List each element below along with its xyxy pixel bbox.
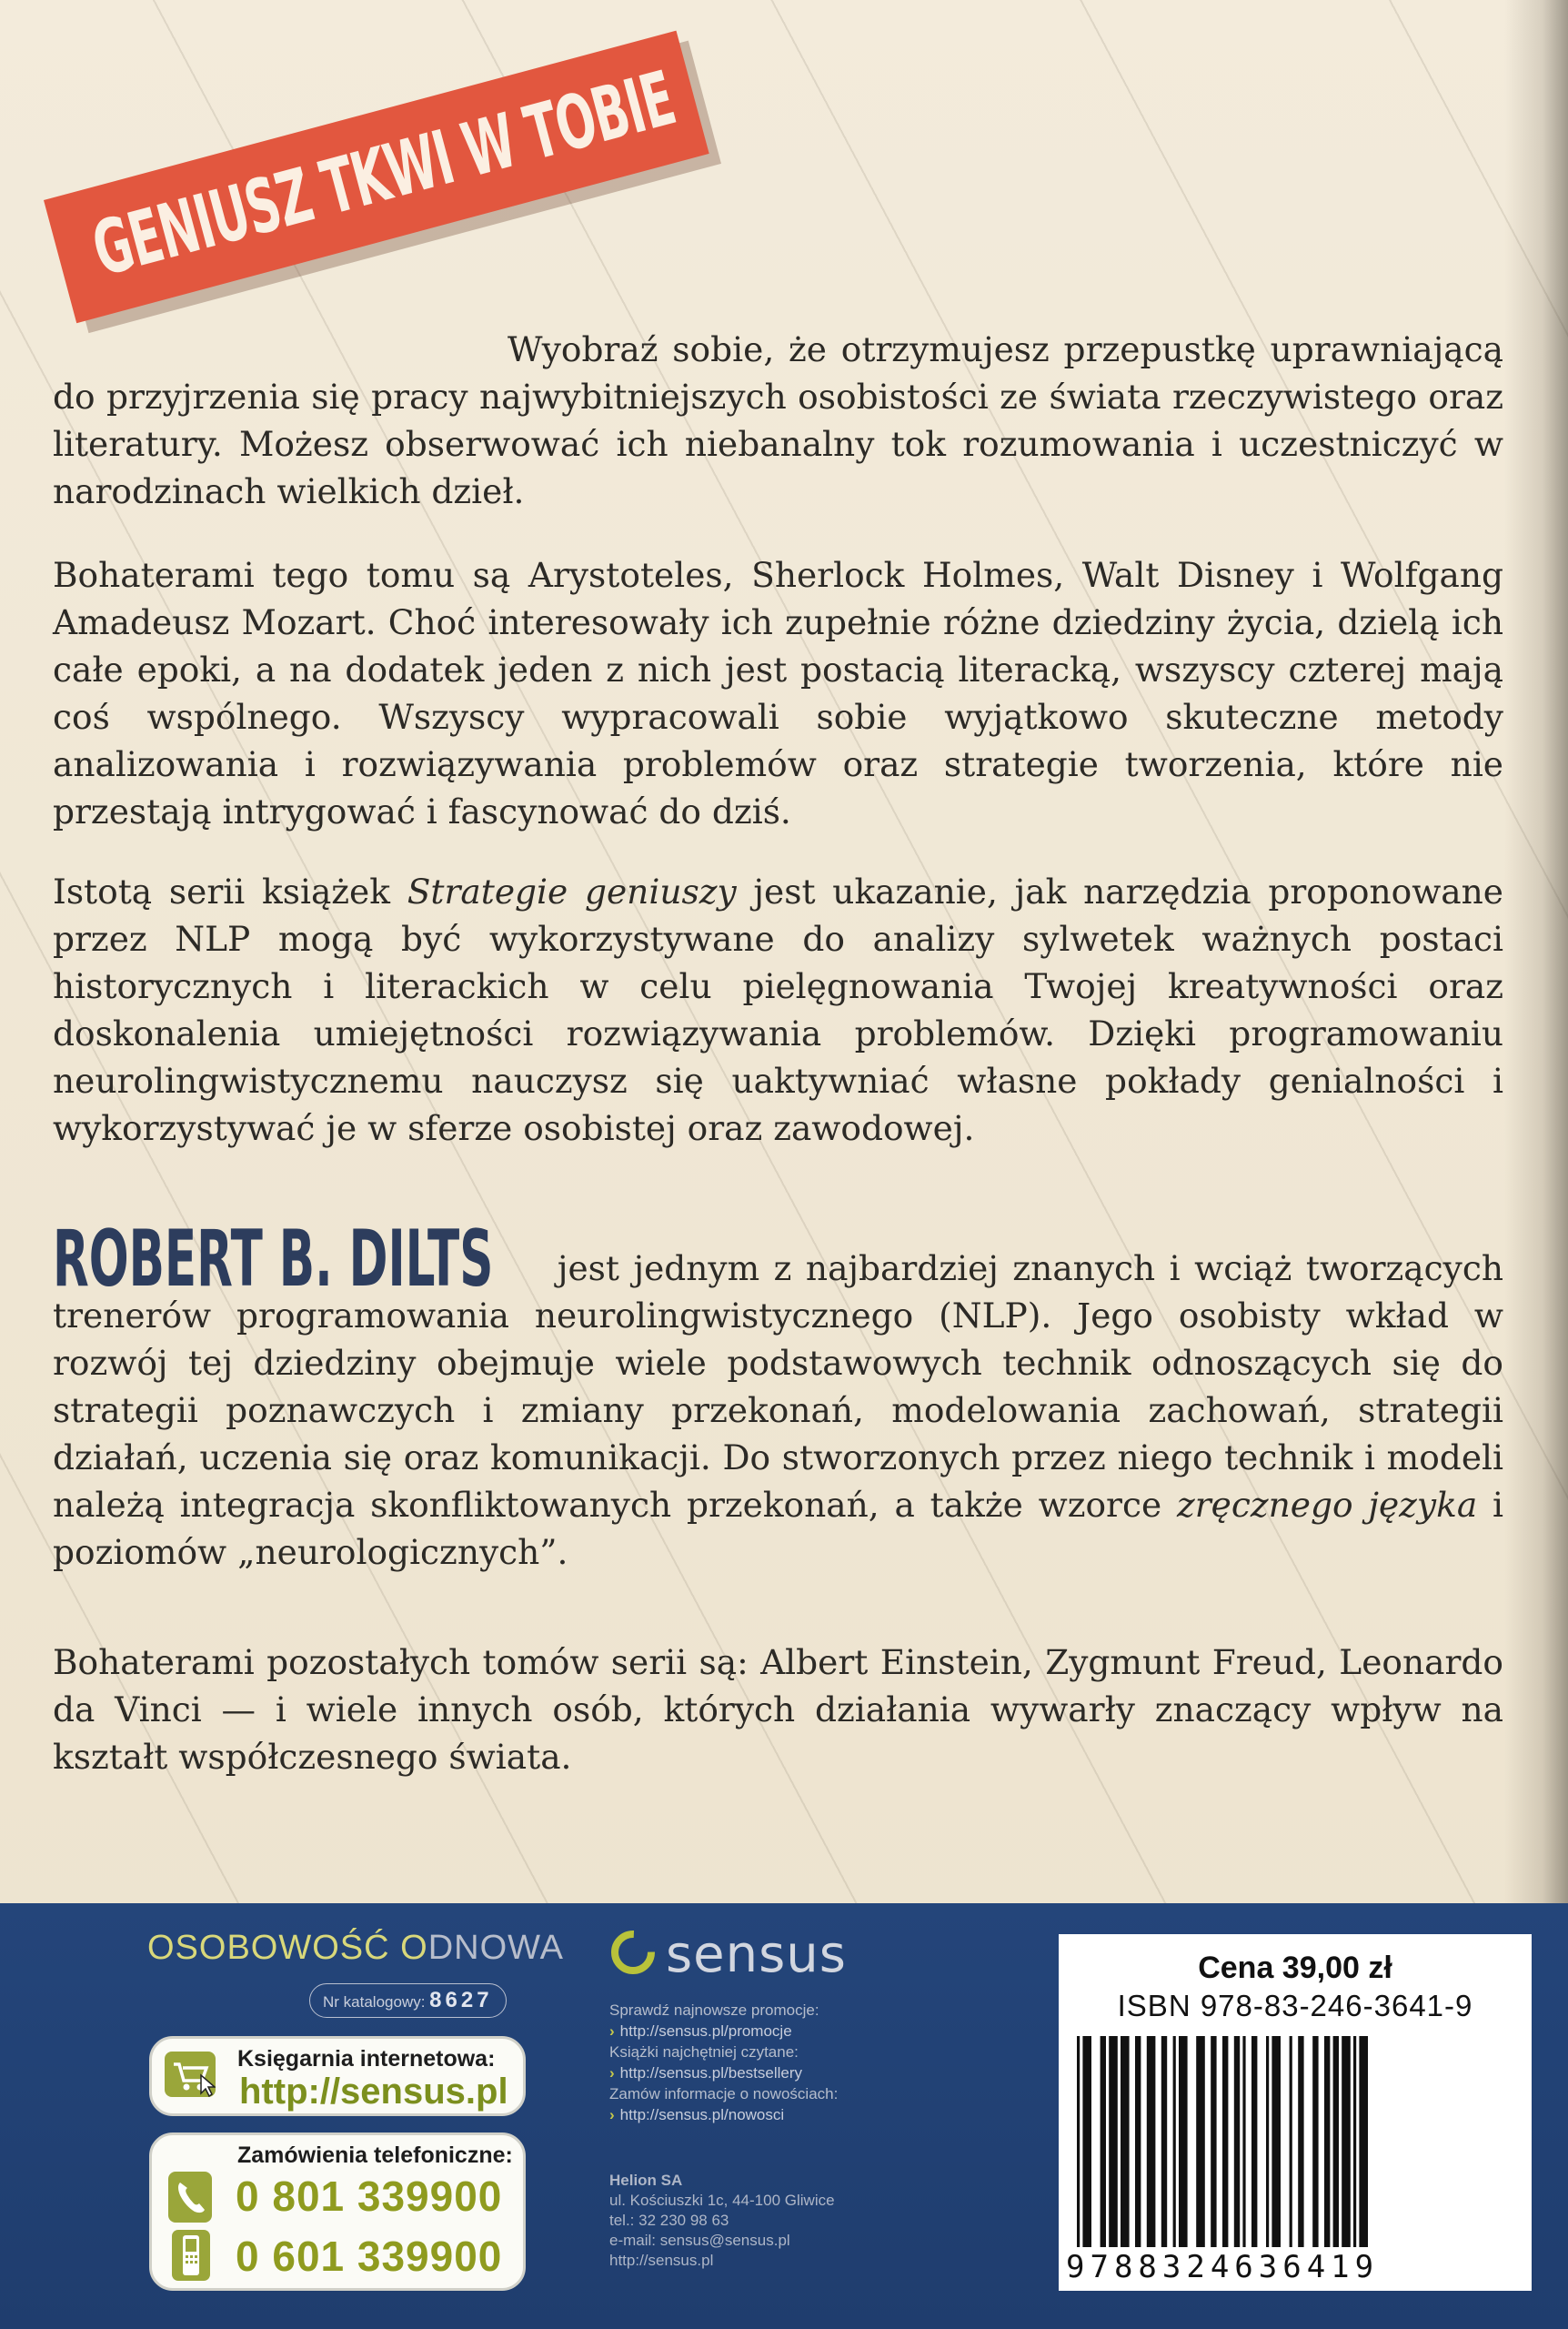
bestsellers-url[interactable]: http://sensus.pl/bestsellery: [619, 2064, 802, 2082]
bullet-icon: ›: [609, 2022, 615, 2040]
news-label: Zamów informacje o nowościach:: [609, 2085, 839, 2102]
publisher-links: [609, 2000, 991, 2125]
barcode-bar: [1082, 2036, 1091, 2247]
telephone: tel.: 32 230 98 63: [609, 2212, 729, 2229]
barcode-bar: [1211, 2036, 1216, 2247]
cart-icon: [165, 2052, 216, 2097]
bullet-icon: ›: [609, 2106, 615, 2123]
barcode-bar: [1147, 2036, 1156, 2247]
intro-paragraph: Wyobraź sobie, że otrzymujesz przepustkę uprawniającą do przyjrzenia się pracy najwybitniejszych osobistości ze świata rzeczywistego oraz literatury. Możesz obserwować ich niebanalny tok rozumowania i uczestniczyć w narodzinach wielkich dzieł.: [53, 329, 1503, 511]
barcode-bar: [1324, 2036, 1330, 2247]
online-store-url: http://sensus.pl: [239, 2072, 508, 2112]
promo-label: Sprawdź najnowsze promocje:: [609, 2001, 819, 2019]
bestsellers-link[interactable]: [609, 2062, 991, 2083]
barcode-bar: [1290, 2036, 1292, 2247]
barcode-bar: [1271, 2036, 1281, 2247]
barcode-bar: [1353, 2036, 1356, 2247]
bestsellers-label: Książki najchętniej czytane:: [609, 2043, 799, 2061]
series-brand-b: DNOWA: [427, 1929, 564, 1967]
sensus-logo-mark: [609, 1929, 657, 1976]
series-paragraph: [53, 868, 1503, 1152]
online-store-label: Księgarnia internetowa:: [237, 2046, 496, 2072]
promo-url[interactable]: http://sensus.pl/promocje: [619, 2022, 792, 2040]
series-brand: [147, 1929, 564, 1968]
catalog-number: 8627: [429, 1988, 493, 2012]
phone-icon: [168, 2172, 212, 2223]
catalog-label: Nr katalogowy:: [323, 1993, 426, 2011]
author-bio-italic: zręcznego języka: [1176, 1485, 1478, 1525]
website: http://sensus.pl: [609, 2252, 714, 2269]
author-paragraph: [53, 1214, 1503, 1576]
series-text-b: jest ukazanie, jak narzędzia proponowane przez NLP mogą być wykorzystywane do analizy sylwetek ważnych postaci historycznych i literackich w celu pielęgnowania Twojej kreatywności oraz doskonalenia umiejętności rozwiązywania problemów. Dzięki programowaniu neurolingwistycznemu nauczysz się uaktywniać własne pokłady genialności i wykorzystywać je w sferze osobistej oraz zawodowej.: [53, 872, 1503, 1148]
barcode-bar: [1312, 2036, 1318, 2247]
author-name: ROBERT B. DILTS: [53, 1214, 494, 1305]
phone-number-landline: 0 801 339900: [236, 2173, 503, 2220]
email: e-mail: sensus@sensus.pl: [609, 2232, 790, 2249]
bullet-icon: ›: [609, 2064, 615, 2082]
barcode-bar: [1242, 2036, 1245, 2247]
barcode-bar: [1359, 2036, 1368, 2247]
barcode-bar: [1251, 2036, 1257, 2247]
barcode-bar: [1333, 2036, 1339, 2247]
phone-orders-box: [149, 2132, 526, 2291]
street-address: ul. Kościuszki 1c, 44-100 Gliwice: [609, 2192, 835, 2209]
barcode-bar: [1342, 2036, 1351, 2247]
price-label: Cena 39,00 zł: [1198, 1951, 1392, 1985]
mobile-phone-icon: [172, 2230, 210, 2281]
barcode-bar: [1234, 2036, 1240, 2247]
isbn-label: ISBN 978-83-246-3641-9: [1117, 1989, 1473, 2022]
banner-title: GENIUSZ TKWI W TOBIE: [84, 55, 683, 294]
barcode: [1073, 2036, 1517, 2247]
series-title: Strategie geniuszy: [407, 872, 737, 912]
news-url[interactable]: http://sensus.pl/nowosci: [619, 2106, 785, 2123]
barcode-bar: [1077, 2036, 1080, 2247]
barcode-bar: [1121, 2036, 1130, 2247]
barcode-bar: [1173, 2036, 1176, 2247]
barcode-bar: [1222, 2036, 1228, 2247]
online-store-box: [149, 2036, 526, 2116]
catalog-number-badge: [309, 1983, 507, 2018]
barcode-bar: [1135, 2036, 1141, 2247]
price-isbn-box: [1059, 1934, 1532, 2291]
company-name: Helion SA: [609, 2172, 683, 2189]
other-volumes-paragraph: Bohaterami pozostałych tomów serii są: Albert Einstein, Zygmunt Freud, Leonardo da Vinci — i wiele innych osób, których działania wywarły znaczący wpływ na kształt współczesnego świata.: [53, 1642, 1503, 1777]
heroes-paragraph: Bohaterami tego tomu są Arystoteles, Sherlock Holmes, Walt Disney i Wolfgang Amadeusz Mozart. Choć interesowały ich zupełnie różne dziedziny życia, dzielą ich całe epoki, a na dodatek jeden z nich jest postacią literacką, wszyscy czterej mają coś wspólnego. Wszyscy wypracowali sobie wyjątkowo skuteczne metody analizowania i rozwiązywania problemów oraz strategie tworzenia, które nie przestają intrygować i fascynować do dziś.: [53, 555, 1503, 832]
phone-orders-label: Zamówienia telefoniczne:: [237, 2142, 513, 2168]
barcode-bar: [1161, 2036, 1167, 2247]
barcode-bar: [1109, 2036, 1118, 2247]
author-bio-b: i poziomów „neurologicznych”.: [53, 1485, 1503, 1572]
series-brand-a: OSOBOWOŚĆ O: [147, 1929, 428, 1967]
title-banner: [44, 31, 709, 324]
phone-number-mobile: 0 601 339900: [236, 2233, 503, 2280]
author-bio-a: jest jednym z najbardziej znanych i wciąż tworzących trenerów programowania neurolingwistycznego (NLP). Jego osobisty wkład w rozwój tej dziedziny obejmuje wiele podstawowych technik odnoszących się do strategii poznawczych i zmiany przekonań, modelowania zachowań, strategii działań, uczenia się oraz komunikacji. Do stworzonych przez niego technik i modeli należą integracja skonfliktowanych przekonań, a także wzorce: [53, 1248, 1503, 1525]
series-text-a: Istotą serii książek: [53, 872, 407, 912]
barcode-bar: [1101, 2036, 1106, 2247]
promo-link[interactable]: [609, 2021, 991, 2042]
barcode-bar: [1196, 2036, 1205, 2247]
news-link[interactable]: [609, 2104, 991, 2125]
barcode-bar: [1266, 2036, 1269, 2247]
barcode-digits: 9788324636419: [1066, 2249, 1380, 2285]
barcode-bar: [1179, 2036, 1188, 2247]
publisher-address: [609, 2171, 991, 2271]
publisher-logo: sensus: [666, 1925, 847, 1984]
barcode-bar: [1298, 2036, 1303, 2247]
